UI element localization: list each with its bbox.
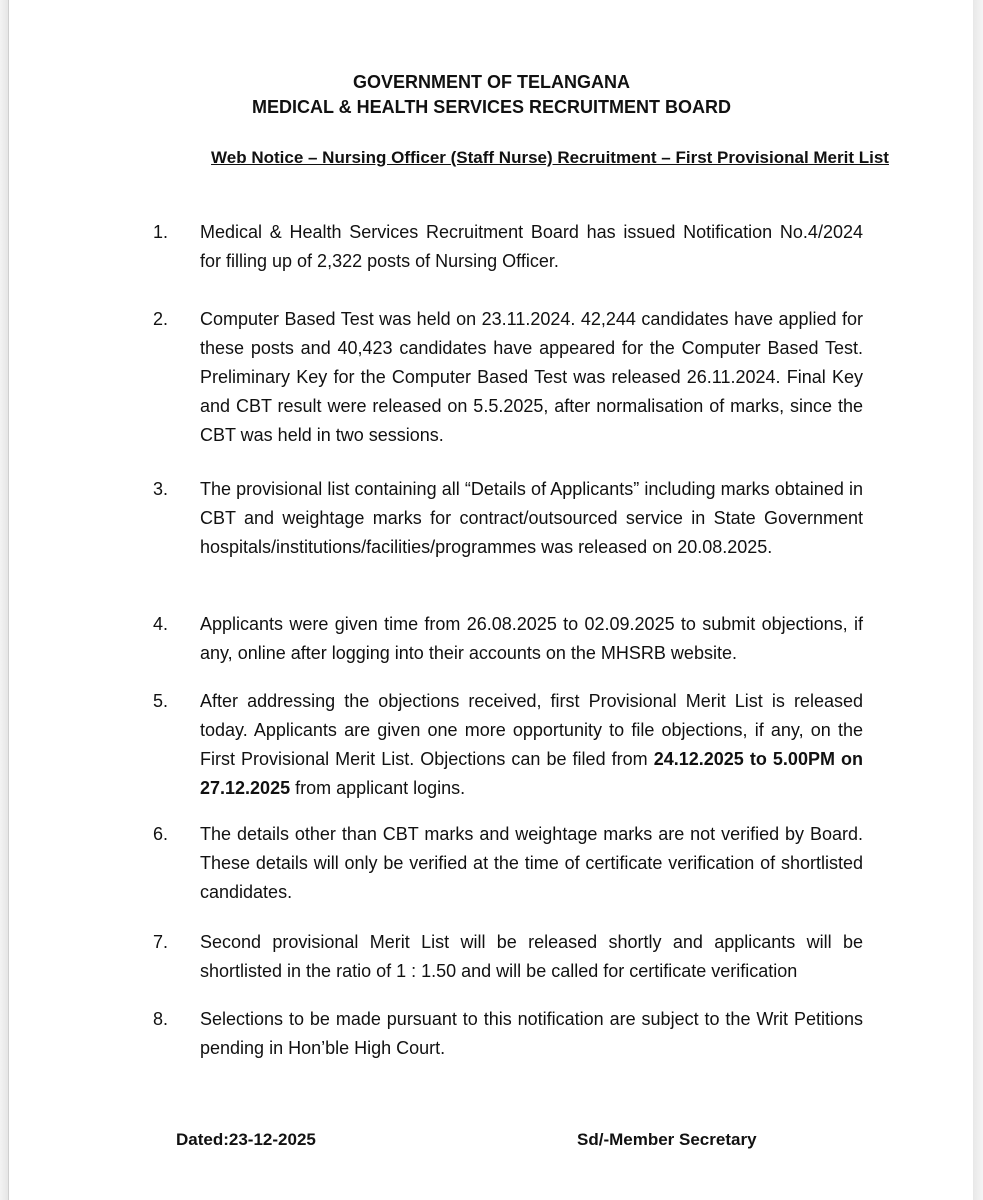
header-government: GOVERNMENT OF TELANGANA: [353, 72, 630, 92]
list-item-number: 1.: [153, 222, 169, 242]
item5-text-before: After addressing the objections received, first Provisional Merit List is released today. Applicants are given one more opportunity to file objections, if any, on the First Provisional Merit List. Objections can be filed from: [200, 691, 863, 769]
list-item-text: Second provisional Merit List will be released shortly and applicants will be shortlisted in the ratio of 1 : 1.50 and will be called for certificate verification: [200, 932, 863, 981]
list-item-text: [200, 687, 863, 803]
header-board: MEDICAL & HEALTH SERVICES RECRUITMENT BOARD: [251, 97, 732, 117]
list-item-number: 5.: [153, 691, 169, 711]
item5-text-after: from applicant logins.: [290, 778, 466, 798]
notice-subject: Web Notice – Nursing Officer (Staff Nurse) Recruitment – First Provisional Merit List: [211, 148, 889, 167]
page-right-edge: [973, 0, 983, 1200]
list-item-text: Selections to be made pursuant to this notification are subject to the Writ Petitions pending in Hon’ble High Court.: [200, 1009, 863, 1058]
dated-label: Dated:23-12-2025: [176, 1130, 316, 1149]
list-item-number: 3.: [153, 479, 169, 499]
list-item-number: 7.: [153, 932, 169, 952]
list-item-text: Applicants were given time from 26.08.2025 to 02.09.2025 to submit objections, if any, online after logging into their accounts on the MHSRB website.: [200, 614, 863, 663]
list-item-text: The provisional list containing all “Details of Applicants” including marks obtained in CBT and weightage marks for contract/outsourced service in State Government hospitals/institutions/facilities/programmes was released on 20.08.2025.: [200, 479, 863, 557]
objection-deadline: 24.12.2025 to 5.00PM on 27.12.2025: [200, 749, 864, 798]
list-item-number: 4.: [153, 614, 169, 634]
list-item-number: 6.: [153, 824, 169, 844]
list-item-number: 8.: [153, 1009, 169, 1029]
list-item-text: Computer Based Test was held on 23.11.2024. 42,244 candidates have applied for these posts and 40,423 candidates have appeared for the Computer Based Test. Preliminary Key for the Computer Based Test was released 26.11.2024. Final Key and CBT result were released on 5.5.2025, after normalisation of marks, since the CBT was held in two sessions.: [200, 309, 863, 445]
list-item-text: The details other than CBT marks and weightage marks are not verified by Board. These details will only be verified at the time of certificate verification of shortlisted candidates.: [200, 824, 863, 902]
signature-label: Sd/-Member Secretary: [577, 1130, 757, 1149]
page-left-edge: [0, 0, 8, 1200]
list-item-number: 2.: [153, 309, 169, 329]
list-item-text: Medical & Health Services Recruitment Board has issued Notification No.4/2024 for filling up of 2,322 posts of Nursing Officer.: [200, 222, 863, 271]
